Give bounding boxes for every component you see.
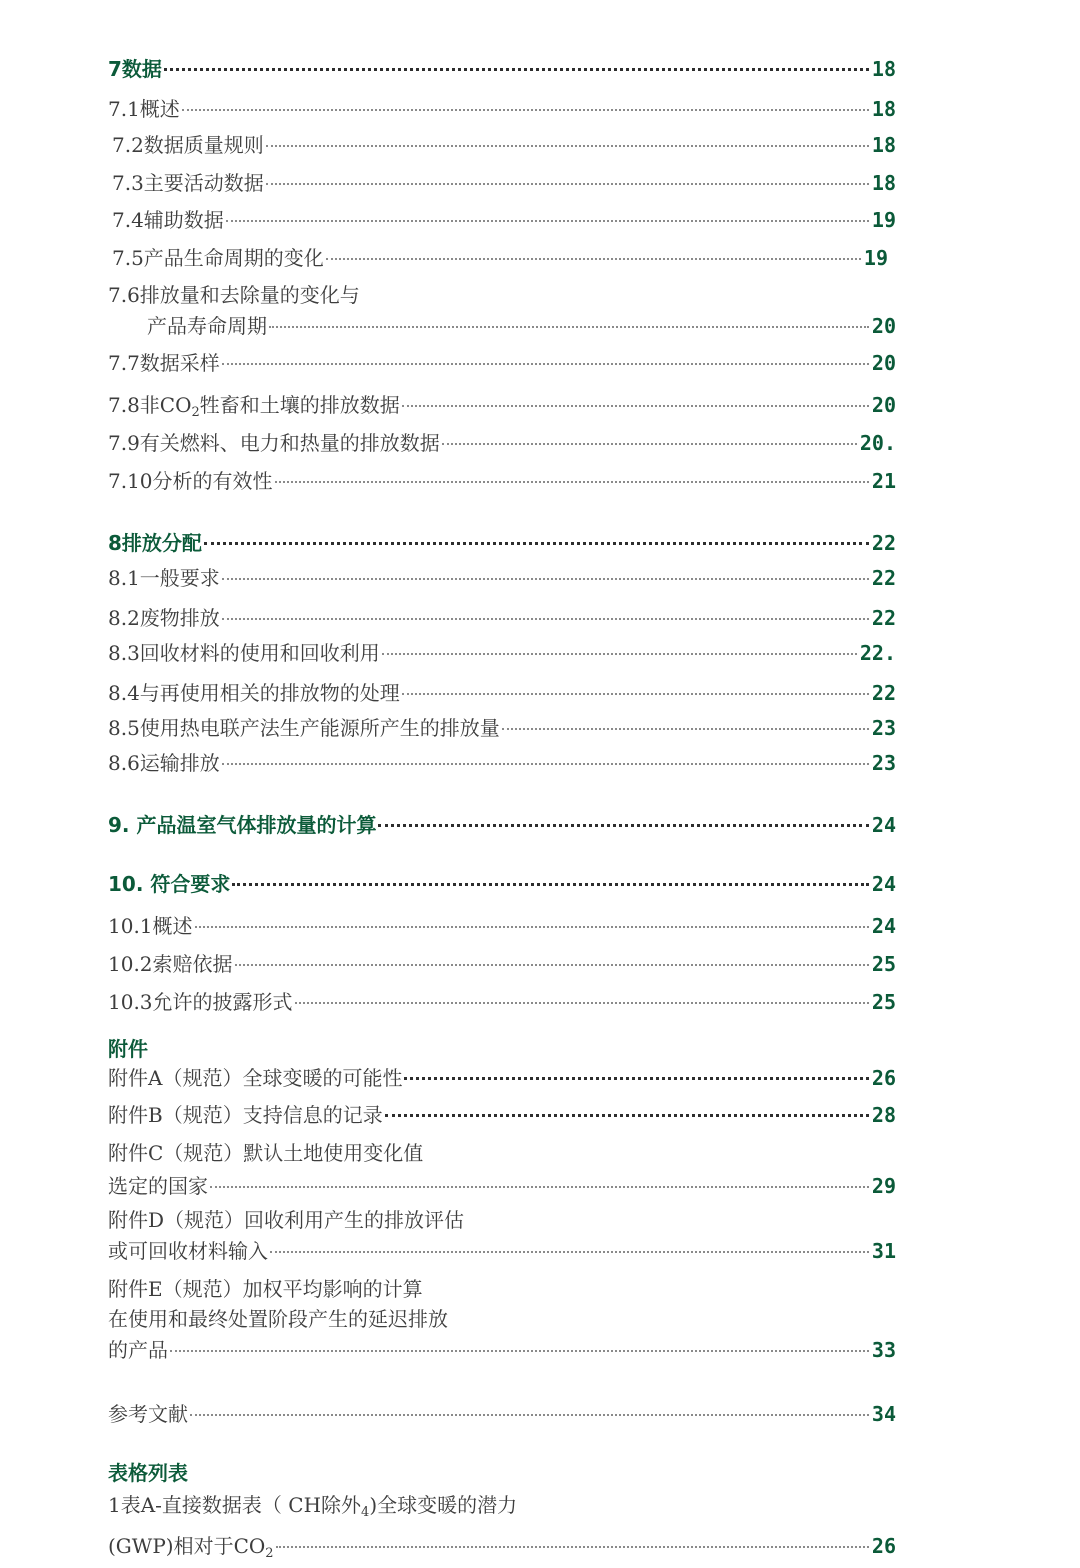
toc-label: 7.3主要活动数据 [112,171,264,195]
toc-label: 8.3回收材料的使用和回收利用 [108,641,380,665]
table-label-post: )全球变暖的潜力 [369,1493,518,1517]
dot-leader [170,1350,869,1352]
toc-label-pre: 7.8非CO [108,393,192,417]
toc-page-number: 23 [871,716,896,740]
dot-leader [326,258,861,260]
toc-label: 参考文献 [108,1402,188,1426]
toc-entry-8-2[interactable] [108,604,896,632]
toc-entry-7-1[interactable] [108,95,896,123]
toc-entry-7-6-line1: 7.6排放量和去除量的变化与 [108,283,360,307]
dot-leader [502,728,869,730]
dot-leader [266,145,869,147]
dot-leader [222,618,869,620]
toc-entry-8-5[interactable] [108,714,896,742]
toc-page-number: 21 [871,469,896,493]
dot-leader [295,1002,869,1004]
toc-entry-8-1[interactable] [108,564,896,592]
toc-page-number: 29 [871,1174,896,1198]
toc-label: 10.3允许的披露形式 [108,990,293,1014]
toc-label: 7.10分析的有效性 [108,469,273,493]
dot-leader [404,1077,868,1080]
toc-page-number: 26 [871,1066,896,1090]
subscript: 2 [265,1546,274,1561]
table-label [108,1532,274,1568]
dot-leader [226,220,869,222]
dot-leader [266,183,869,185]
dot-leader [222,363,869,365]
tables-heading: 表格列表 [108,1461,188,1485]
toc-page-number: 18 [871,97,896,121]
toc-label: 7.2数据质量规则 [112,133,264,157]
toc-entry-7-5[interactable] [112,244,888,272]
toc-page-number: 18 [871,133,896,157]
toc-label: 7.1概述 [108,97,180,121]
dot-leader [232,883,869,886]
toc-entry-section-7[interactable] [108,55,896,83]
toc-entry-8-4[interactable] [108,679,896,707]
dot-leader [190,1414,869,1416]
toc-entry-references[interactable] [108,1400,896,1428]
dot-leader [402,693,869,695]
dot-leader [269,326,869,328]
dot-leader [222,763,869,765]
toc-entry-section-8[interactable] [108,529,896,557]
table-entry-1[interactable] [108,1532,896,1568]
toc-page-number: 33 [871,1338,896,1362]
toc-entry-7-10[interactable] [108,467,896,495]
toc-label: 10. 符合要求 [108,872,231,896]
toc-entry-7-6[interactable] [147,312,896,340]
toc-label: 或可回收材料输入 [108,1239,268,1263]
toc-page-number: 28 [871,1103,896,1127]
toc-entry-annex-e-line1: 附件E（规范）加权平均影响的计算 [108,1277,423,1301]
toc-entry-annex-e-line2: 在使用和最终处置阶段产生的延迟排放 [108,1307,448,1331]
toc-label: 8.1一般要求 [108,566,220,590]
toc-entry-section-10[interactable] [108,870,896,898]
toc-page-number: 22. [859,641,896,665]
toc-page-number: 31 [871,1239,896,1263]
dot-leader [270,1251,869,1253]
toc-entry-annex-d[interactable] [108,1237,896,1265]
toc-page-number: 20 [871,351,896,375]
dot-leader [195,926,869,928]
subscript: 4 [361,1505,370,1520]
toc-entry-annex-c-line1: 附件C（规范）默认土地使用变化值 [108,1141,424,1165]
toc-entry-10-1[interactable] [108,912,896,940]
toc-label: 附件A（规范）全球变暖的可能性 [108,1066,403,1090]
toc-label: 10.2索赔依据 [108,952,233,976]
toc-page-number: 20 [871,314,896,338]
toc-label: 8.6运输排放 [108,751,220,775]
dot-leader [210,1186,869,1188]
toc-entry-7-9[interactable] [108,429,896,457]
dot-leader [204,542,869,545]
toc-page-number: 23 [871,751,896,775]
toc-label: 7数据 [108,57,162,81]
toc-label: 9. 产品温室气体排放量的计算 [108,813,377,837]
toc-label: 7.4辅助数据 [112,208,224,232]
table-label-pre: 1表A-直接数据表（ CH除外 [108,1493,362,1517]
toc-entry-7-2[interactable] [112,131,896,159]
table-entry-1-line1 [108,1491,517,1527]
toc-entry-annex-e[interactable] [108,1336,896,1364]
toc-label: 7.9有关燃料、电力和热量的排放数据 [108,431,440,455]
toc-page-number: 22 [871,681,896,705]
toc-label: 附件B（规范）支持信息的记录 [108,1103,383,1127]
toc-entry-10-2[interactable] [108,950,896,978]
dot-leader [222,578,869,580]
subscript: 2 [191,405,200,420]
toc-page-number: 20 [871,393,896,417]
dot-leader [276,1546,869,1548]
dot-leader [164,68,869,71]
toc-entry-annex-b[interactable] [108,1101,896,1129]
toc-page-number: 25 [871,952,896,976]
dot-leader [235,964,869,966]
toc-page-number: 20. [859,431,896,455]
toc-page-number: 26 [871,1534,896,1558]
toc-page-number: 18 [871,57,896,81]
toc-page-number: 22 [871,531,896,555]
toc-entry-10-3[interactable] [108,988,896,1016]
toc-entry-annex-c[interactable] [108,1172,896,1200]
toc-page-number: 18 [871,171,896,195]
table-label-line2: (GWP)相对于CO [108,1534,266,1558]
toc-entry-8-3[interactable] [108,639,896,667]
toc-label: 的产品 [108,1338,168,1362]
dot-leader [182,109,869,111]
toc-label: 产品寿命周期 [147,314,267,338]
dot-leader [442,443,857,445]
dot-leader [382,653,857,655]
toc-label: 8.4与再使用相关的排放物的处理 [108,681,400,705]
toc-page-number: 25 [871,990,896,1014]
toc-label: 8排放分配 [108,531,202,555]
toc-entry-7-3[interactable] [112,169,896,197]
toc-label [108,391,400,427]
toc-page-number: 24 [871,914,896,938]
toc-label: 10.1概述 [108,914,193,938]
toc-label: 选定的国家 [108,1174,208,1198]
dot-leader [402,405,869,407]
toc-page-number: 34 [871,1402,896,1426]
dot-leader [275,481,869,483]
toc-entry-section-9[interactable] [108,811,896,839]
dot-leader [378,824,868,827]
toc-entry-annex-a[interactable] [108,1064,896,1092]
toc-label: 8.2废物排放 [108,606,220,630]
toc-page-number: 24 [871,872,896,896]
toc-label: 7.5产品生命周期的变化 [112,246,324,270]
toc-entry-8-6[interactable] [108,749,896,777]
toc-label-post: 牲畜和土壤的排放数据 [199,393,400,417]
toc-entry-7-4[interactable] [112,206,896,234]
toc-entry-7-8[interactable] [108,391,896,427]
toc-page-number: 19 [863,246,888,270]
toc-entry-annex-d-line1: 附件D（规范）回收利用产生的排放评估 [108,1208,465,1232]
toc-page-number: 24 [871,813,896,837]
toc-page-number: 22 [871,566,896,590]
annex-heading: 附件 [108,1037,148,1061]
toc-page-number: 22 [871,606,896,630]
dot-leader [385,1114,869,1117]
toc-label: 8.5使用热电联产法生产能源所产生的排放量 [108,716,500,740]
toc-label: 7.7数据采样 [108,351,220,375]
toc-entry-7-7[interactable] [108,349,896,377]
toc-page-number: 19 [871,208,896,232]
